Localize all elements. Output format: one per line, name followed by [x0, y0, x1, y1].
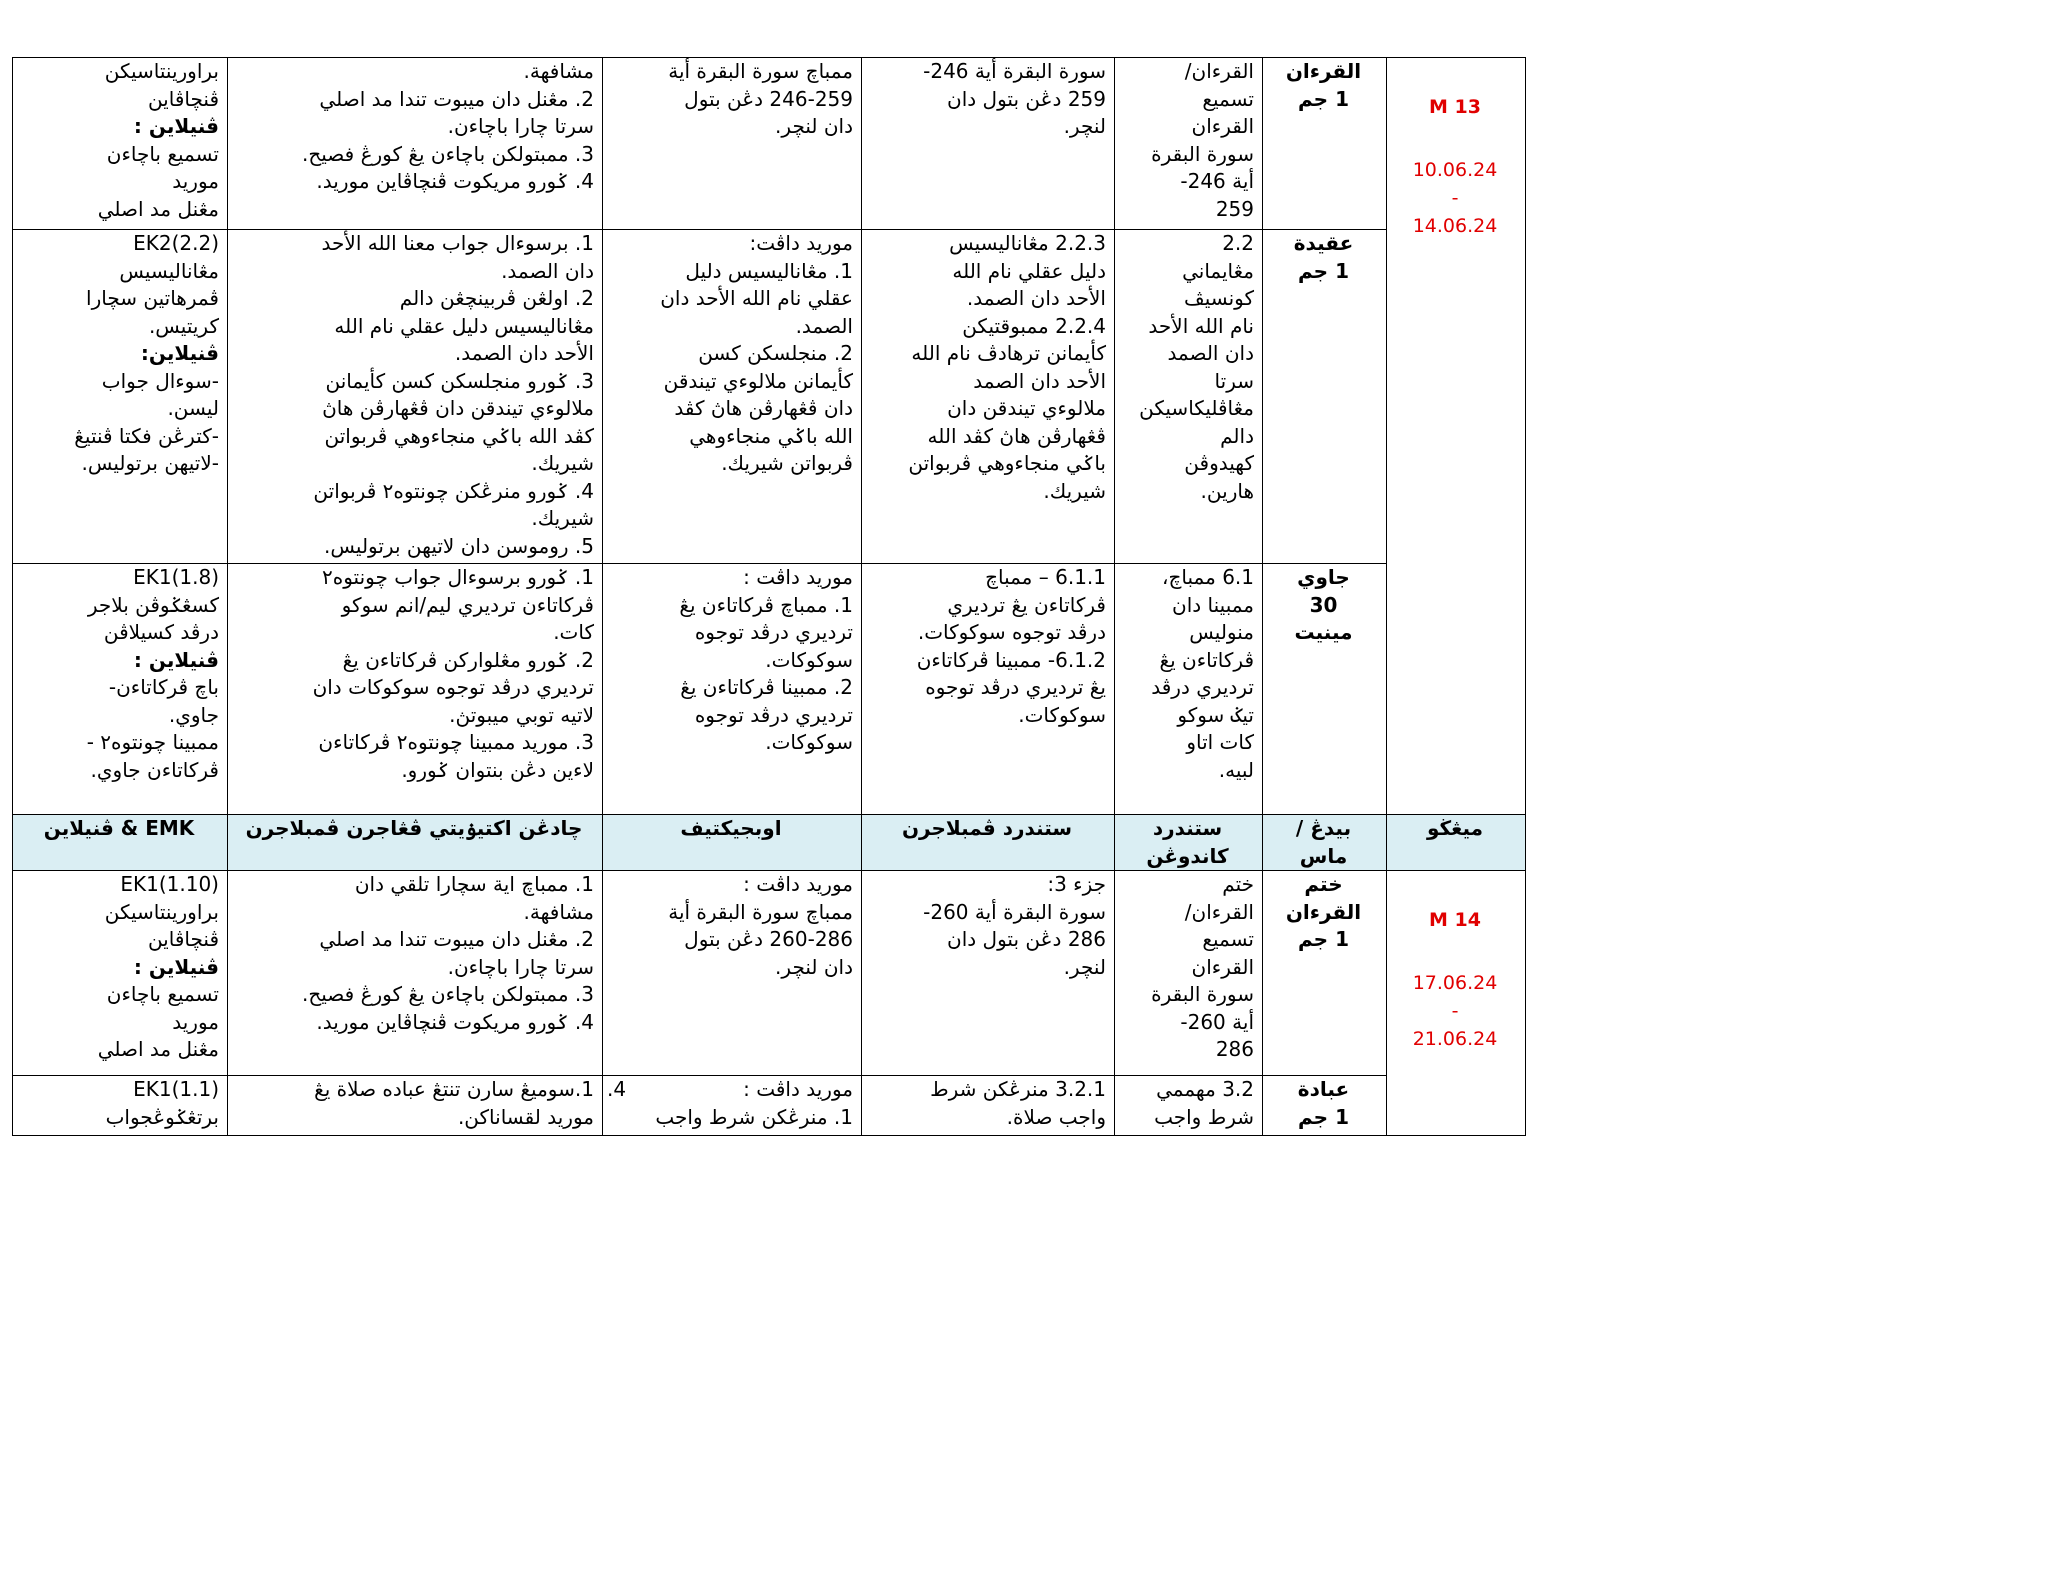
objective-line: ڤربواتن شيريك. — [721, 451, 853, 475]
activity-line: سرتا چارا باچاءن. — [447, 114, 594, 138]
emk-line: ڤركاتاءن جاوي. — [90, 757, 219, 782]
objective-line: الله باݢي منجاءوهي — [689, 423, 853, 448]
activity-line: 1. برسوءال جواب معنا الله الأحد — [321, 231, 594, 255]
objective-cell — [603, 230, 862, 564]
learning-line: سورة البقرة أية 246- — [923, 59, 1106, 83]
subject-line: 1 جم — [1298, 1104, 1349, 1129]
activity-line: ترديري درڤد توجوه سوكوكات دان — [312, 675, 594, 699]
objective-line: سوكوكات. — [765, 730, 853, 754]
content-line: سرتا — [1214, 368, 1254, 393]
content-line: كهيدوڤن — [1184, 451, 1254, 475]
activity-line: موريد لقساناكن. — [457, 1104, 594, 1129]
subject-line: جاوي — [1297, 565, 1350, 589]
activity-line: 2. ݢورو مڠلواركن ڤركاتاءن يڠ — [342, 647, 594, 672]
emk-line: مڠنل مد اصلي — [97, 1037, 219, 1061]
content-standard-cell — [1115, 1076, 1263, 1136]
subject-line: 1 جم — [1298, 86, 1349, 111]
activity-line: 1.سوميڠ سارن تنتڠ عباده صلاة يڠ — [314, 1077, 594, 1101]
week-start-date: 10.06.24 — [1412, 158, 1498, 181]
emk-line: مڠاناليسيس — [119, 258, 219, 283]
content-line: تسميع — [1202, 927, 1254, 951]
objective-line: ممباچ سورة البقرة أية — [668, 899, 853, 924]
content-line: أية 246- — [1180, 169, 1254, 193]
emk-line: ڤنيلاين : — [133, 114, 219, 138]
activity-line: دان الصمد. — [501, 258, 594, 283]
activity-line: كڤد الله باݢي منجاءوهي ڤربواتن — [324, 423, 594, 448]
subject-line: القرءان — [1285, 899, 1362, 924]
emk-line: ڤنيلاين: — [140, 341, 219, 365]
emk-line: ڤنچاڤاين — [147, 927, 219, 951]
learning-line: لنچر. — [1063, 954, 1106, 979]
learning-line: لنچر. — [1063, 114, 1106, 138]
activity-line: 2. اولڠن ڤربينچڠن دالم — [399, 286, 594, 310]
activity-cell — [228, 1076, 603, 1136]
objective-line: دان لنچر. — [775, 114, 853, 138]
emk-line: EK1(1.8) — [133, 565, 219, 589]
content-line: كات اتاو — [1186, 730, 1254, 754]
header-content-standard: ستندرد كاندوڠن — [1115, 815, 1263, 871]
objective-line: دان لنچر. — [775, 954, 853, 979]
activity-line: 1. ممباچ اية سچارا تلقي دان — [354, 872, 594, 896]
table-row — [13, 871, 1526, 1076]
content-line: هارين. — [1200, 478, 1254, 503]
emk-line: EK1(1.10) — [120, 872, 219, 896]
content-line: نام الله الأحد — [1148, 313, 1254, 338]
content-line: تسميع — [1202, 86, 1254, 111]
activity-line: 5. روموسن دان لاتيهن برتوليس. — [324, 533, 594, 558]
activity-line: لاءين دڠن بنتوان ݢورو. — [401, 757, 594, 782]
emk-line: كريتيس. — [148, 313, 219, 338]
table-row — [13, 1076, 1526, 1136]
emk-line: تسميع باچاءن — [106, 982, 219, 1006]
learning-line: ڤڠهارڤن هاڽ كڤد الله — [927, 423, 1106, 448]
emk-line: EK2(2.2) — [133, 231, 219, 255]
objective-cell — [603, 58, 862, 230]
content-line: سورة البقرة — [1151, 141, 1254, 166]
learning-line: 286 دڠن بتول دان — [947, 927, 1106, 951]
content-line: لبيه. — [1218, 757, 1254, 782]
activity-line: 3. ممبتولكن باچاءن يڠ كورڠ فصيح. — [302, 141, 594, 166]
learning-line: 259 دڠن بتول دان — [947, 86, 1106, 111]
objective-cell — [603, 871, 862, 1076]
activity-cell — [228, 58, 603, 230]
emk-assessment-cell — [13, 871, 228, 1076]
content-line: شرط واجب — [1154, 1104, 1254, 1129]
objective-line: دان ڤڠهارڤن هاڽ كڤد — [674, 396, 853, 420]
content-line: القرءان — [1191, 114, 1254, 138]
activity-cell — [228, 871, 603, 1076]
objective-line: سوكوكات. — [765, 647, 853, 672]
content-line: القرءان/ — [1184, 59, 1254, 83]
subject-cell — [1263, 871, 1387, 1076]
objective-line: ترديري درڤد توجوه — [694, 620, 853, 644]
learning-line: سوكوكات. — [1018, 702, 1106, 727]
emk-line: ليسن. — [167, 396, 219, 420]
header-emk: EMK & ڤنيلاين — [13, 815, 228, 871]
lesson-plan-table — [12, 57, 1526, 1136]
learning-standard-cell — [862, 1076, 1115, 1136]
week-end-date: 14.06.24 — [1412, 214, 1498, 237]
content-line: منوليس — [1189, 620, 1254, 644]
learning-line: 3.2.1 منرڠكن شرط — [930, 1077, 1106, 1101]
header-activity: چادڠن اكتيۏيتي ڤڠاجرن ڤمبلاجرن — [228, 815, 603, 871]
emk-line: -كترڠن فكتا ڤنتيڠ — [74, 423, 219, 448]
subject-line: عبادة — [1297, 1077, 1350, 1101]
emk-line: موريد — [172, 1009, 219, 1034]
emk-line: براورينتاسيكن — [104, 899, 219, 924]
activity-line: 2. مڠنل دان ميبوت تندا مد اصلي — [319, 86, 594, 111]
content-line: ختم — [1222, 872, 1254, 896]
objective-line: عقلي نام الله الأحد دان — [660, 286, 853, 310]
objective-line: 2. منجلسكن كسن — [698, 341, 853, 365]
activity-line: ڤركاتاءن ترديري ليم/انم سوكو — [341, 592, 594, 617]
content-standard-cell — [1115, 58, 1263, 230]
emk-line: كسڠݢوڤن بلاجر — [87, 592, 219, 617]
learning-standard-cell — [862, 58, 1115, 230]
week-label: M 14 — [1429, 909, 1481, 931]
subject-line: ختم — [1304, 872, 1343, 896]
objective-line: كأيمانن ملالوءي تيندقن — [663, 368, 853, 393]
learning-line: 2.2.4 ممبوقتيكن — [962, 313, 1106, 338]
learning-standard-cell — [862, 871, 1115, 1076]
subject-cell — [1263, 564, 1387, 815]
activity-line: سرتا چارا باچاءن. — [447, 954, 594, 979]
learning-line: 2.2.3 مڠاناليسيس — [949, 231, 1106, 255]
emk-line: ممبينا چونتوه٢ - — [86, 730, 219, 754]
content-line: ترديري درڤد — [1151, 675, 1254, 699]
table-header-row — [13, 815, 1526, 871]
content-line: دان الصمد — [1167, 341, 1254, 365]
objective-line: ممباچ سورة البقرة أية — [668, 59, 853, 83]
activity-line: 4. ݢورو منرڠكن چونتوه٢ ڤربواتن — [313, 478, 594, 503]
objective-cell — [603, 1076, 862, 1136]
content-line: 6.1 ممباچ، — [1162, 565, 1254, 589]
week-end-date: 21.06.24 — [1412, 1027, 1498, 1050]
week-cell — [1387, 58, 1526, 815]
activity-line: ملالوءي تيندقن دان ڤڠهارڤن هاڽ — [322, 396, 594, 420]
emk-line: جاوي. — [168, 702, 219, 727]
objective-line: 260-286 دڠن بتول — [684, 927, 853, 951]
learning-line: باݢي منجاءوهي ڤربواتن — [908, 451, 1106, 475]
content-line: القرءان/ — [1184, 899, 1254, 924]
emk-line: مڠنل مد اصلي — [97, 196, 219, 221]
emk-line: موريد — [172, 169, 219, 193]
objective-cell — [603, 564, 862, 815]
learning-line: الأحد دان الصمد — [973, 368, 1106, 393]
objective-line: 246-259 دڠن بتول — [684, 86, 853, 111]
objective-line: ترديري درڤد توجوه — [694, 702, 853, 727]
subject-cell — [1263, 58, 1387, 230]
content-line: 259 — [1215, 196, 1254, 221]
activity-line: 1. ݢورو برسوءال جواب چونتوه٢ — [321, 565, 594, 589]
emk-line: ڤمرهاتين سچارا — [86, 286, 219, 310]
activity-cell — [228, 230, 603, 564]
content-line: كونسيڤ — [1184, 286, 1254, 310]
content-line: 3.2 مهممي — [1156, 1077, 1254, 1101]
objective-line: 1. ممباچ ڤركاتاءن يڠ — [679, 592, 853, 617]
emk-line: درڤد كسيلاڤن — [103, 620, 219, 644]
learning-line: درڤد توجوه سوكوكات. — [917, 620, 1106, 644]
emk-line: براورينتاسيكن — [104, 59, 219, 83]
objective-line: موريد داڤت : — [743, 872, 853, 896]
content-line: ڤركاتاءن يڠ — [1159, 647, 1254, 672]
learning-line: دليل عقلي نام الله — [952, 258, 1106, 283]
objective-line: موريد داڤت : — [743, 1077, 853, 1101]
objective-line: 1. منرڠكن شرط واجب — [655, 1104, 853, 1129]
header-week: ميڠڬو — [1387, 815, 1526, 871]
activity-line: 3. ممبتولكن باچاءن يڠ كورڠ فصيح. — [302, 982, 594, 1006]
emk-line: ڤنيلاين : — [133, 954, 219, 979]
content-standard-cell — [1115, 230, 1263, 564]
learning-line: واجب صلاة. — [1006, 1104, 1106, 1129]
table-row — [13, 58, 1526, 230]
emk-line: ڤنچاڤاين — [147, 86, 219, 111]
week-cell — [1387, 871, 1526, 1136]
emk-line: -لاتيهن برتوليس. — [81, 451, 219, 475]
learning-line: كأيمانن ترهادڤ نام الله — [911, 341, 1106, 365]
table-row — [13, 564, 1526, 815]
emk-assessment-cell — [13, 230, 228, 564]
learning-line: جزء 3: — [1047, 872, 1106, 896]
content-line: مڠايماني — [1182, 258, 1254, 283]
emk-assessment-cell — [13, 58, 228, 230]
learning-standard-cell — [862, 230, 1115, 564]
activity-line: مشافهة. — [523, 899, 594, 924]
week-date-separator: - — [1451, 999, 1459, 1022]
learning-line: ملالوءي تيندقن دان — [947, 396, 1106, 420]
learning-line: 6.1.1 – ممباچ — [985, 565, 1106, 589]
objective-line: موريد داڤت: — [749, 231, 853, 255]
content-line: أية 260- — [1180, 1009, 1254, 1034]
emk-line: تسميع باچاءن — [106, 141, 219, 166]
activity-line: شيريك. — [531, 451, 594, 475]
activity-line: الأحد دان الصمد. — [454, 341, 594, 365]
emk-line: -سوءال جواب — [101, 368, 219, 393]
week-date-separator: - — [1451, 186, 1459, 209]
learning-line: الأحد دان الصمد. — [966, 286, 1106, 310]
content-standard-cell — [1115, 564, 1263, 815]
week-start-date: 17.06.24 — [1412, 971, 1498, 994]
objective-line: موريد داڤت : — [743, 565, 853, 589]
learning-line: 6.1.2- ممبينا ڤركاتاءن — [916, 647, 1106, 672]
activity-line: كات. — [553, 620, 594, 644]
learning-line: شيريك. — [1043, 478, 1106, 503]
activity-line: مڠاناليسيس دليل عقلي نام الله — [334, 313, 594, 338]
activity-line: 4. ݢورو مريكوت ڤنچاڤاين موريد. — [316, 1009, 594, 1034]
subject-cell — [1263, 1076, 1387, 1136]
activity-cell — [228, 564, 603, 815]
content-line: تيݢ سوكو — [1177, 702, 1254, 727]
content-line: مڠاڤليكاسيكن دالم — [1139, 396, 1254, 448]
content-line: سورة البقرة — [1151, 982, 1254, 1006]
week-label: M 13 — [1429, 96, 1481, 118]
emk-line: ڤنيلاين : — [133, 647, 219, 672]
activity-line: 3. موريد ممبينا چونتوه٢ ڤركاتاءن — [318, 730, 594, 754]
header-objective: اوبجيكتيف — [603, 815, 862, 871]
subject-line: مينيت — [1294, 620, 1353, 644]
activity-line: شيريك. — [531, 506, 594, 530]
activity-line: 3. ݢورو منجلسكن كسن كأيمانن — [325, 368, 594, 393]
subject-line: 1 جم — [1298, 927, 1349, 951]
emk-assessment-cell — [13, 1076, 228, 1136]
header-subject: بيدڠ / ماس — [1263, 815, 1387, 871]
objective-line: 1. مڠاناليسيس دليل — [685, 258, 853, 283]
content-line: ممبينا دان — [1172, 592, 1254, 617]
emk-line: برتڠݢوڠجواب — [105, 1104, 219, 1129]
subject-line: القرءان — [1285, 59, 1362, 83]
activity-line: 2. مڠنل دان ميبوت تندا مد اصلي — [319, 927, 594, 951]
learning-line: سورة البقرة أية 260- — [923, 899, 1106, 924]
emk-line: EK1(1.1) — [133, 1077, 219, 1101]
header-learning-standard: ستندرد ڤمبلاجرن — [862, 815, 1115, 871]
emk-line: باچ ڤركاتاءن- — [108, 675, 219, 699]
objective-extra-number: 4. — [607, 1077, 627, 1101]
content-line: 2.2 — [1222, 231, 1254, 255]
activity-line: 4. ݢورو مريكوت ڤنچاڤاين موريد. — [316, 169, 594, 193]
objective-line: الصمد. — [795, 313, 853, 338]
subject-line: 1 جم — [1298, 258, 1349, 283]
learning-standard-cell — [862, 564, 1115, 815]
activity-line: لاتيه توبي ميبوتڽ. — [449, 702, 594, 727]
emk-assessment-cell — [13, 564, 228, 815]
content-standard-cell — [1115, 871, 1263, 1076]
content-line: القرءان — [1191, 954, 1254, 979]
table-row — [13, 230, 1526, 564]
objective-line: 2. ممبينا ڤركاتاءن يڠ — [680, 675, 853, 699]
content-line: 286 — [1215, 1037, 1254, 1061]
subject-cell — [1263, 230, 1387, 564]
learning-line: يڠ ترديري درڤد توجوه — [925, 675, 1106, 699]
subject-line: 30 — [1309, 592, 1338, 617]
subject-line: عقيدة — [1293, 231, 1354, 255]
learning-line: ڤركاتاءن يڠ ترديري — [947, 592, 1106, 617]
activity-line: مشافهة. — [523, 59, 594, 83]
